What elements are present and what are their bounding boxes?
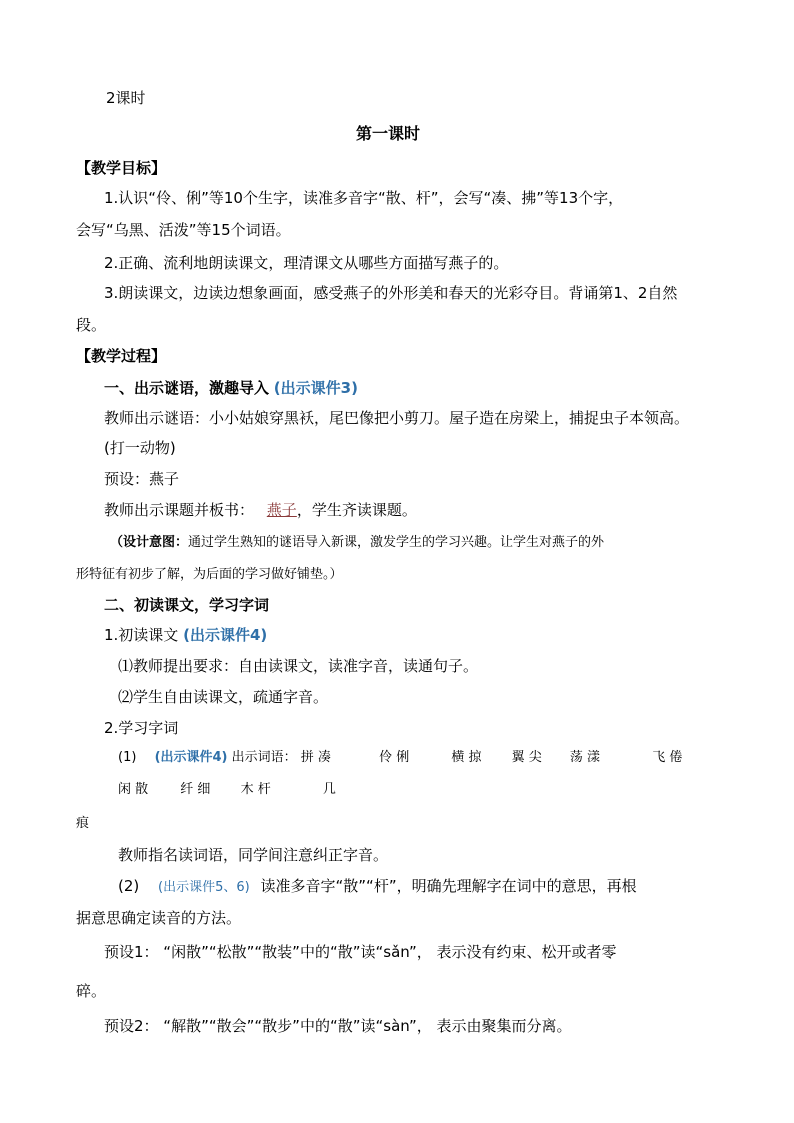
part1-title-text: 一、出示谜语，激趣导入 xyxy=(104,379,270,397)
vocab-row-1 xyxy=(118,748,682,768)
vocab-word: 闲 散 xyxy=(118,782,149,797)
step1-item-b: ⑵学生自由读课文，疏通字音。 xyxy=(118,688,329,706)
preset-1-line-2: 碎。 xyxy=(76,982,107,1000)
riddle: 教师出示谜语：小小姑娘穿黑袄，尾巴像把小剪刀。屋子造在房梁上，捕捉虫子本领高。 xyxy=(104,409,690,427)
board-word: 燕子 xyxy=(266,501,297,519)
vocab-prefix: 出示词语： xyxy=(231,750,297,765)
design-intent-line-2: 形特征有初步了解，为后面的学习做好铺垫。） xyxy=(76,567,343,582)
process-heading: 【教学过程】 xyxy=(76,347,167,365)
lesson-title: 第一课时 xyxy=(356,124,421,143)
polyphone-num: (2) xyxy=(118,877,140,895)
step1-label: 1.初读课文 xyxy=(104,626,179,644)
vocab-word: 拼 凑 xyxy=(300,750,331,765)
objective-1-line-1: 1.认识“伶、俐”等10个生字，读准多音字“散、杆”，会写“凑、拂”等13个字， xyxy=(104,189,624,207)
objective-3-line-1: 3.朗读课文，边读边想象画面，感受燕子的外形美和春天的光彩夺目。背诵第1、2自然 xyxy=(104,284,678,302)
polyphone-line-2: 据意思确定读音的方法。 xyxy=(76,909,242,927)
step1-heading xyxy=(104,625,267,645)
polyphone-line-1 xyxy=(118,876,637,898)
polyphone-text: 读准多音字“散”“杆”，明确先理解字在词中的意思，再根 xyxy=(260,877,637,895)
preset-2: 预设2： “解散”“散会”“散步”中的“散”读“sàn”， 表示由聚集而分离。 xyxy=(104,1017,572,1035)
board-after: ，学生齐读课题。 xyxy=(296,501,417,519)
preset-1-line-1: 预设1： “闲散”“松散”“散装”中的“散”读“sǎn”， 表示没有约束、松开或者零 xyxy=(104,943,617,961)
vocab-row-2 xyxy=(118,780,336,800)
step1-item-a: ⑴教师提出要求：自由读课文，读准字音，读通句子。 xyxy=(118,657,479,675)
riddle-hint: (打一动物) xyxy=(104,439,176,457)
vocab-word: 翼 尖 xyxy=(511,750,542,765)
vocab-wrap: 痕 xyxy=(76,816,90,831)
vocab-courseware: (出示课件4) xyxy=(154,750,228,765)
teacher-read: 教师指名读词语，同学间注意纠正字音。 xyxy=(118,846,389,864)
objectives-heading: 【教学目标】 xyxy=(76,159,167,177)
board-writing xyxy=(104,500,417,520)
class-hours: 2课时 xyxy=(106,89,146,107)
part1-title xyxy=(104,378,358,398)
vocab-word: 木 杆 xyxy=(240,782,271,797)
design-intent-text: 通过学生熟知的谜语导入新课，激发学生的学习兴趣。让学生对燕子的外 xyxy=(188,535,605,550)
vocab-word: 几 xyxy=(322,782,336,797)
step1-courseware: (出示课件4) xyxy=(183,626,268,644)
objective-1-line-2: 会写“乌黑、活泼”等15个词语。 xyxy=(76,221,291,239)
objective-3-line-2: 段。 xyxy=(76,316,107,334)
board-before: 教师出示课题并板书： xyxy=(104,501,255,519)
design-intent-line-1 xyxy=(110,533,604,553)
part1-courseware: (出示课件3) xyxy=(273,379,358,397)
design-intent-label: （设计意图： xyxy=(110,535,189,550)
part2-title: 二、初读课文，学习字词 xyxy=(104,596,270,614)
step2-label: 2.学习字词 xyxy=(104,719,179,737)
vocab-word: 伶 俐 xyxy=(379,750,410,765)
vocab-word: 纤 细 xyxy=(180,782,211,797)
objective-2: 2.正确、流利地朗读课文，理清课文从哪些方面描写燕子的。 xyxy=(104,254,509,272)
vocab-num: (1) xyxy=(118,750,137,765)
vocab-word: 飞 倦 xyxy=(652,750,683,765)
vocab-word: 荡 漾 xyxy=(569,750,601,765)
polyphone-courseware: (出示课件5、6) xyxy=(158,880,250,895)
vocab-word: 横 掠 xyxy=(451,750,482,765)
preset-answer: 预设：燕子 xyxy=(104,470,180,488)
